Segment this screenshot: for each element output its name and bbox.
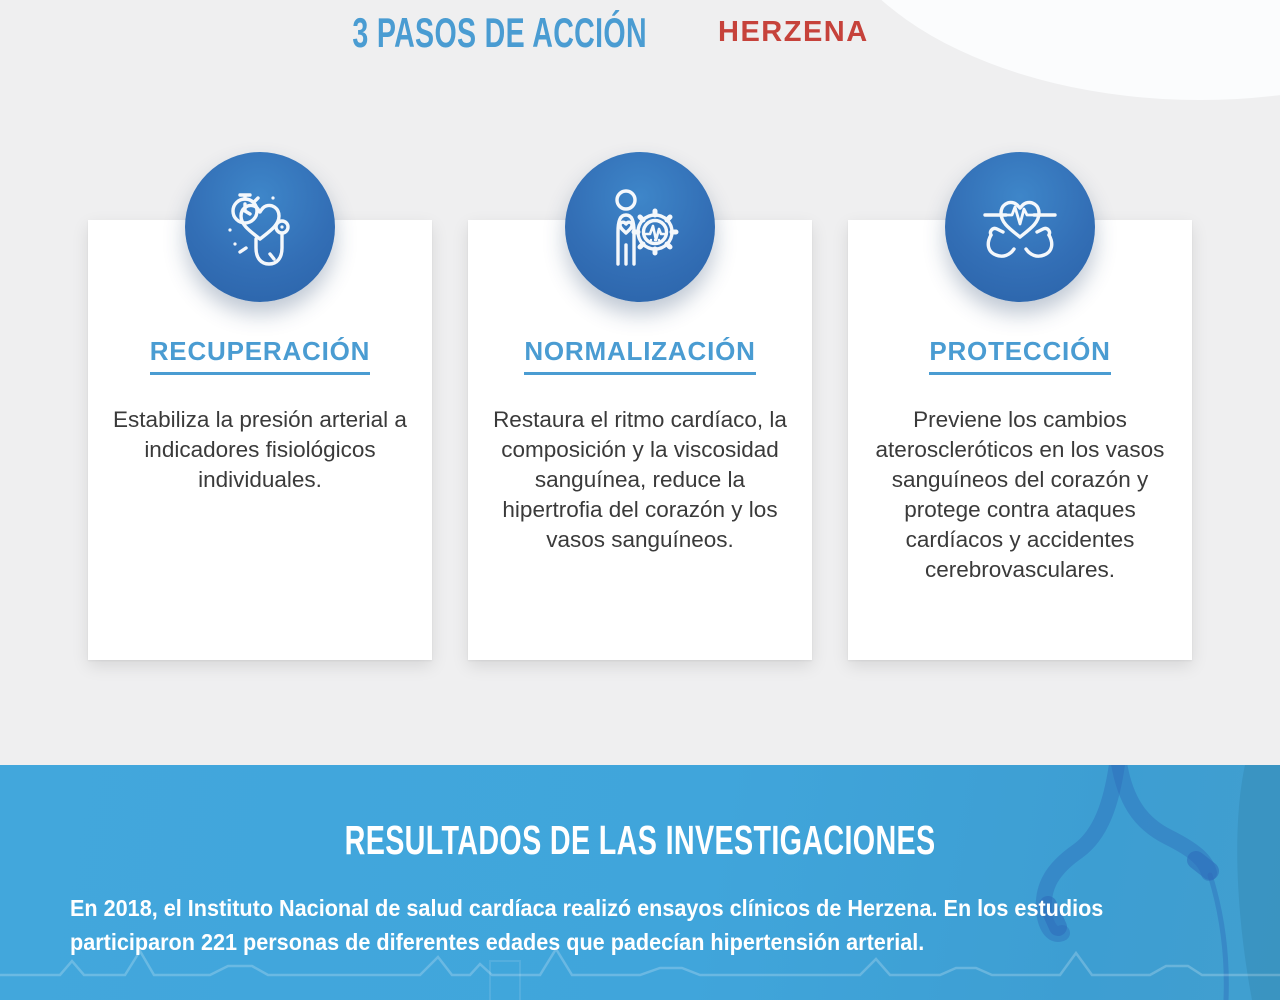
results-paragraph (70, 891, 1169, 959)
person-heart-gear-icon (590, 177, 690, 277)
heart-stethoscope-timer-icon (210, 177, 310, 277)
step-circle-1 (185, 152, 335, 302)
brand-logo: HERZENA (718, 16, 869, 48)
results-heading: RESULTADOS DE LAS INVESTIGACIONES (344, 817, 936, 863)
page-title: 3 PASOS DE ACCIÓN (352, 9, 648, 56)
card-title-row (848, 336, 1192, 375)
step-circle-2 (565, 152, 715, 302)
page-header (300, 8, 700, 58)
step-title-link[interactable]: RECUPERACIÓN (150, 336, 371, 375)
step-description: Restaura el ritmo cardíaco, la composición y la viscosidad sanguínea, reduce la hipertrofia del corazón y los vasos sanguíneos. (493, 407, 787, 552)
card-title-row (468, 336, 812, 375)
hands-holding-heart-icon (970, 177, 1070, 277)
step-title-link[interactable]: NORMALIZACIÓN (524, 336, 755, 375)
results-paragraph-line: En 2018, el Instituto Nacional de salud cardíaca realizó ensayos clínicos de Herzena. En los estudios (70, 895, 1104, 921)
results-paragraph-line: participaron 221 personas de diferentes edades que padecían hipertensión arterial. (70, 929, 925, 955)
card-title-row (88, 336, 432, 375)
results-heading-row (0, 817, 1280, 864)
step-description: Estabiliza la presión arterial a indicadores fisiológicos individuales. (113, 407, 407, 492)
stethoscope-ecg-decoration (0, 765, 1280, 1000)
results-section (0, 765, 1280, 1000)
step-description: Previene los cambios ateroscleróticos en los vasos sanguíneos del corazón y protege contra ataques cardíacos y accidentes cerebrovasculares. (875, 407, 1165, 582)
top-right-curve-decoration (820, 0, 1280, 100)
step-circle-3 (945, 152, 1095, 302)
step-title-link[interactable]: PROTECCIÓN (929, 336, 1110, 375)
